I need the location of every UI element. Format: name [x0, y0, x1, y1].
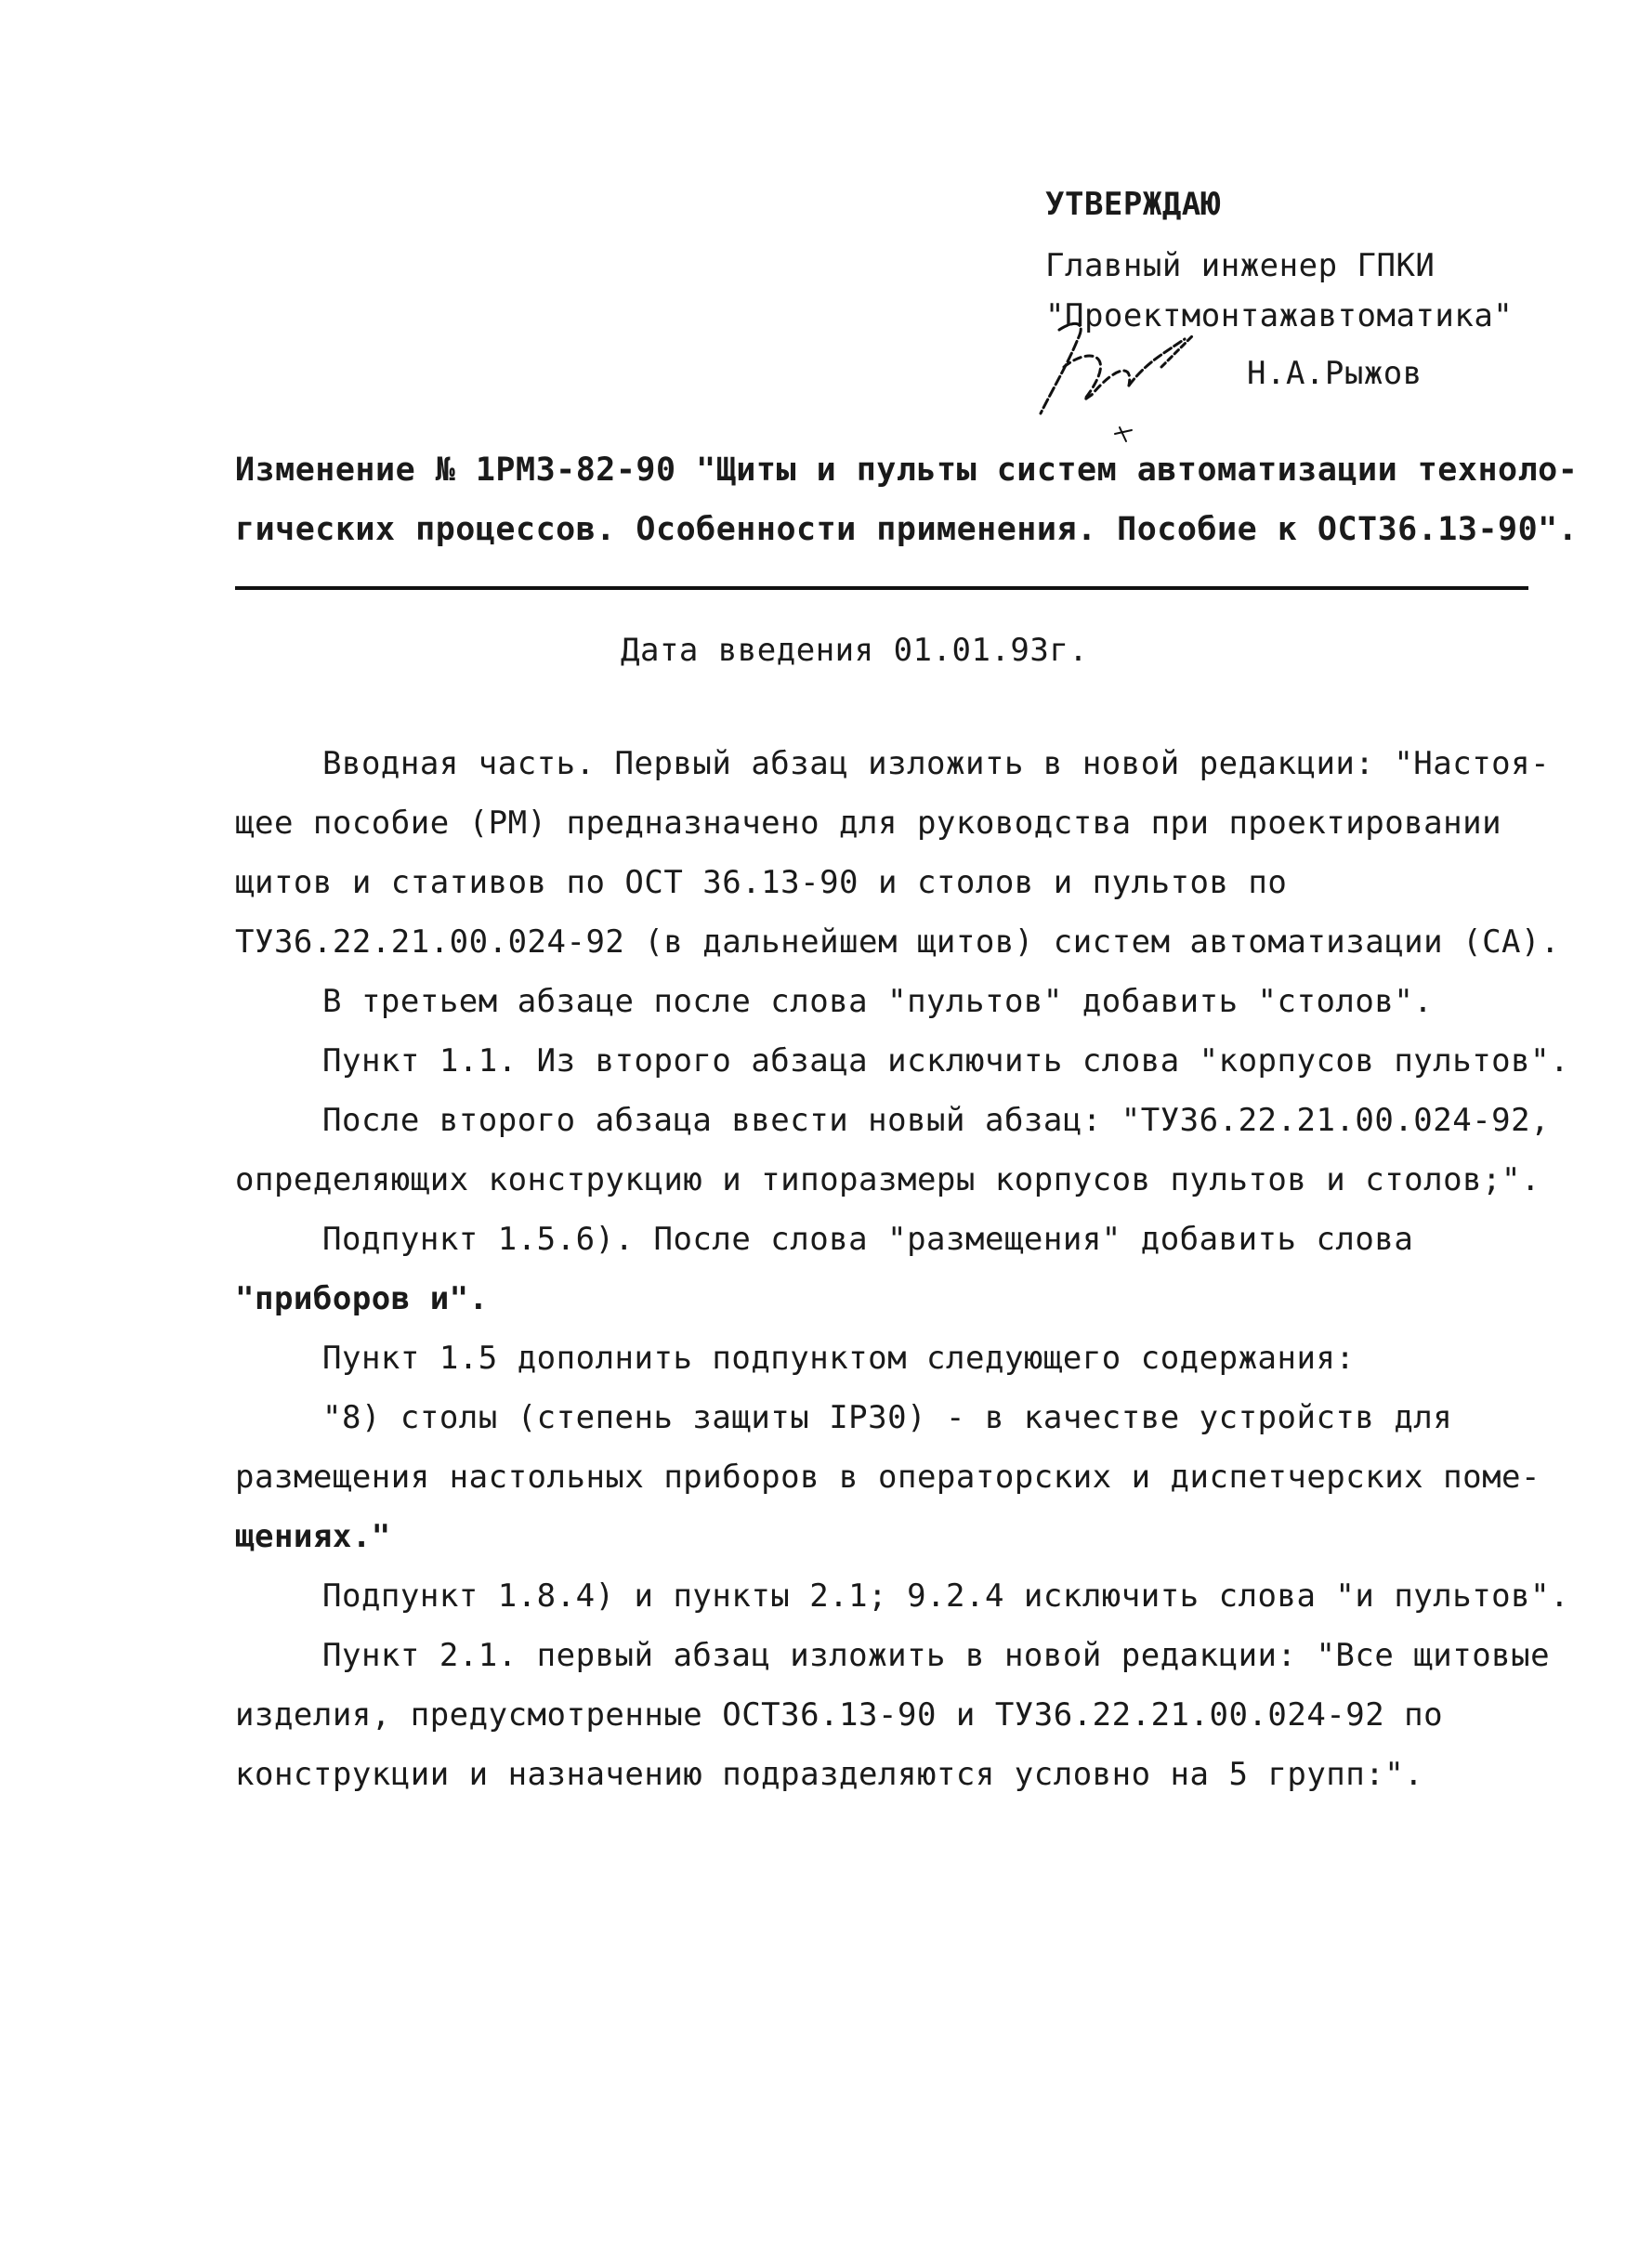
body-line: "8) столы (степень защиты IP30) - в качестве устройств для — [322, 1399, 1453, 1436]
body-line: В третьем абзаце после слова "пультов" добавить "столов". — [322, 983, 1434, 1020]
body-line: щее пособие (РМ) предназначено для руководства при проектировании — [235, 805, 1502, 842]
horizontal-rule — [235, 586, 1528, 590]
body-line: конструкции и назначению подразделяются условно на 5 групп:". — [235, 1756, 1424, 1793]
body-line: После второго абзаца ввести новый абзац: "ТУ36.22.21.00.024-92, — [322, 1102, 1551, 1139]
approval-title: УТВЕРЖДАЮ — [1045, 186, 1221, 223]
body-line: Пункт 1.1. Из второго абзаца исключить слова "корпусов пультов". — [322, 1042, 1570, 1080]
body-line: Вводная часть. Первый абзац изложить в новой редакции: "Настоя- — [322, 745, 1551, 782]
heading-line-2: гических процессов. Особенности применения. Пособие к ОСТ36.13-90". — [235, 511, 1579, 548]
heading-line-1: Изменение № 1РМЗ-82-90 "Щиты и пульты систем автоматизации техноло- — [235, 452, 1579, 489]
approval-organization: "Проектмонтажавтоматика" — [1045, 297, 1514, 334]
approval-position: Главный инженер ГПКИ — [1045, 247, 1436, 284]
body-line: определяющих конструкцию и типоразмеры корпусов пультов и столов;". — [235, 1161, 1541, 1198]
effective-date: Дата введения 01.01.93г. — [621, 632, 1089, 669]
body-line: ТУ36.22.21.00.024-92 (в дальнейшем щитов) систем автоматизации (СА). — [235, 923, 1560, 961]
body-line: размещения настольных приборов в операторских и диспетчерских поме- — [235, 1459, 1541, 1496]
body-line: Пункт 2.1. первый абзац изложить в новой редакции: "Все щитовые — [322, 1637, 1551, 1674]
approval-signer: Н.А.Рыжов — [1247, 355, 1423, 392]
body-line: щениях." — [235, 1518, 391, 1555]
body-line: Подпункт 1.5.6). После слова "размещения" добавить слова — [322, 1221, 1414, 1258]
handwritten-signature — [1022, 311, 1226, 451]
body-line: "приборов и". — [235, 1280, 489, 1317]
body-line: изделия, предусмотренные ОСТ36.13-90 и ТУ36.22.21.00.024-92 по — [235, 1696, 1444, 1734]
body-line: Пункт 1.5 дополнить подпунктом следующего содержания: — [322, 1340, 1356, 1377]
body-line: щитов и стативов по ОСТ 36.13-90 и столов и пультов по — [235, 864, 1288, 901]
body-line: Подпункт 1.8.4) и пункты 2.1; 9.2.4 исключить слова "и пультов". — [322, 1577, 1570, 1615]
